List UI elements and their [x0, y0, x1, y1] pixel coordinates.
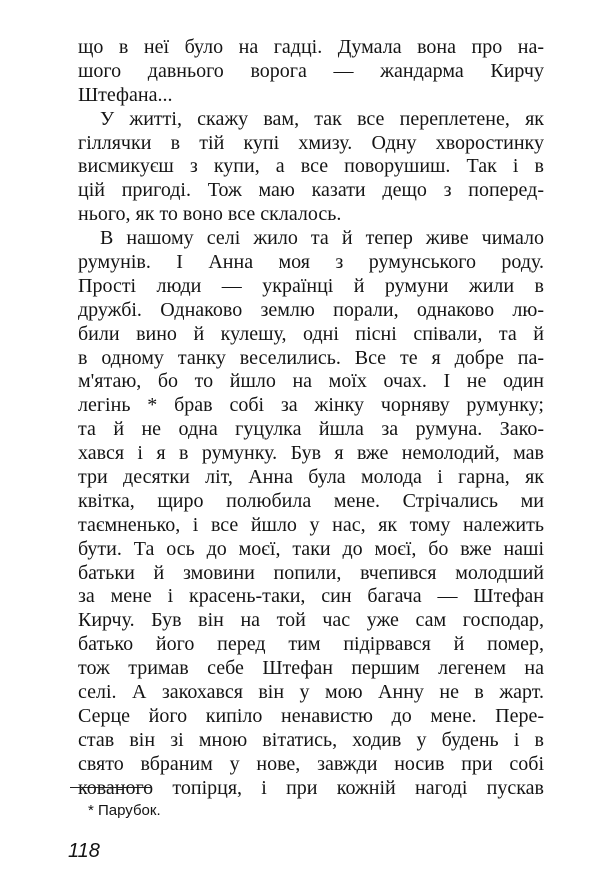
page-number: 118 [68, 840, 100, 862]
text-line: батько його перед тим підірвався й помер, [78, 633, 544, 656]
text-line: та й не одна гуцулка йшла за румуна. Зако- [78, 418, 544, 441]
text-line: висмикуєш з купи, а все поворушиш. Так і в [78, 155, 544, 178]
text-line: в одному танку веселились. Все те я добре па- [78, 346, 544, 369]
text-line: за мене і красень-таки, син багача — Штефан [78, 585, 544, 608]
footnote: * Парубок. [88, 802, 161, 819]
text-line: квітка, щиро полюбила мене. Стрічались ми [78, 489, 544, 512]
text-line: Серце його кипіло ненавистю до мене. Пере- [78, 704, 544, 727]
text-line: цій пригоді. Тож маю казати дещо з поперед- [78, 179, 544, 202]
text-line: легінь * брав собі за жінку чорняву румунку; [78, 394, 544, 417]
text-line: гіллячки в тій купі хмизу. Одну хворостинку [78, 131, 544, 154]
text-line: селі. А закохався він у мою Анну не в жарт. [78, 681, 544, 704]
text-line: Кирчу. Був він на той час уже сам господар, [78, 609, 544, 632]
text-line: кованого топірця, і при кожній нагоді пускав [78, 776, 544, 799]
footnote-divider [70, 787, 152, 788]
text-line: що в неї було на гадці. Думала вона про на- [78, 36, 544, 58]
text-line: В нашому селі жило та й тепер живе чимало [100, 227, 544, 250]
text-line: свято вбраним у нове, завжди носив при собі [78, 752, 544, 775]
text-line: став він зі мною вітатись, ходив у будень і в [78, 728, 544, 751]
text-line: били вино й кулешу, одні пісні співали, та й [78, 322, 544, 345]
text-line: три десятки літ, Анна була молода і гарна, як [78, 466, 544, 489]
text-line: батьки й змовини попили, вчепився молодший [78, 561, 544, 584]
text-line: м'ятаю, бо то йшло на моїх очах. І не один [78, 370, 544, 393]
text-line: хався і я в румунку. Був я вже немолодий, мав [78, 442, 544, 465]
text-line: румунів. І Анна моя з румунського роду. [78, 251, 544, 274]
text-line: У житті, скажу вам, так все переплетене, як [100, 107, 544, 130]
body-text [78, 36, 544, 801]
text-line: шого давнього ворога — жандарма Кирчу [78, 59, 544, 82]
text-line: бути. Та ось до моєї, таки до моєї, бо вже наші [78, 537, 544, 560]
text-line: нього, як то воно все склалось. [78, 203, 342, 226]
text-line: тож тримав себе Штефан першим легенем на [78, 657, 544, 680]
text-line: Прості люди — українці й румуни жили в [78, 274, 544, 297]
text-line: дружбі. Однаково землю порали, однаково лю- [78, 298, 544, 321]
text-line: таємненько, і все йшло у нас, як тому належить [78, 513, 544, 536]
text-line: Штефана... [78, 83, 173, 106]
